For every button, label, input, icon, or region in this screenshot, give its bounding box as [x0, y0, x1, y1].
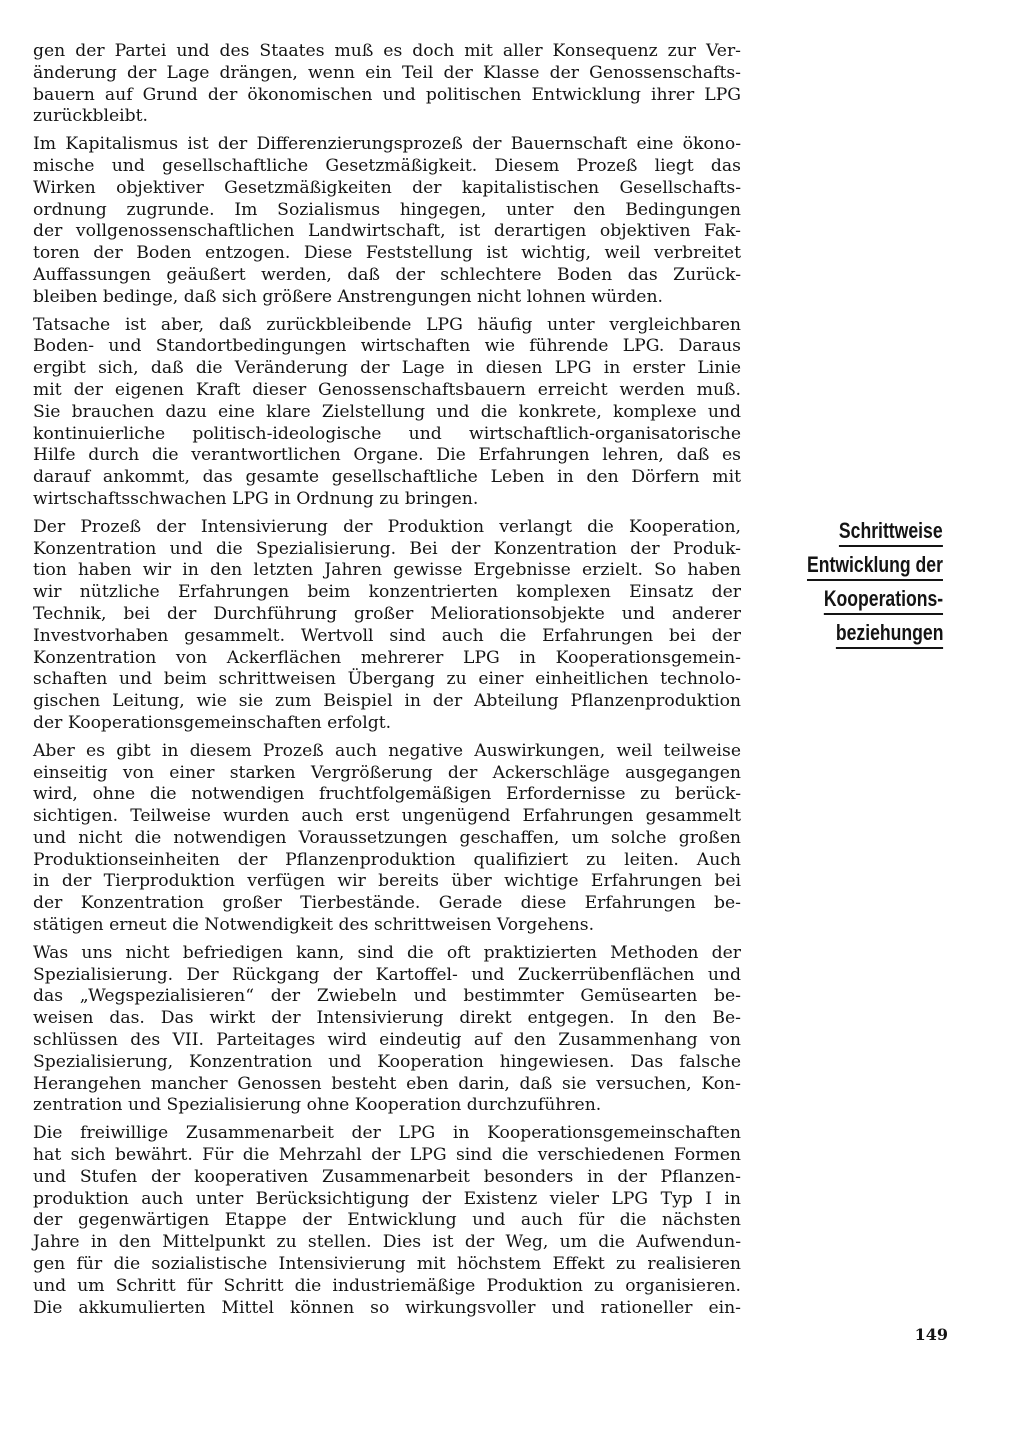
- margin-heading: [766, 514, 943, 650]
- text-line: und um Schritt für Schritt die industriemäßige Produktion zu organisieren.: [33, 1275, 741, 1296]
- text-line: ordnung zugrunde. Im Sozialismus hingegen, unter den Bedingungen: [33, 199, 741, 220]
- text-line: Herangehen mancher Genossen besteht eben darin, daß sie versuchen, Kon-: [33, 1073, 741, 1094]
- text-line: wirtschaftsschwachen LPG in Ordnung zu bringen.: [33, 488, 479, 509]
- text-line: darauf ankommt, das gesamte gesellschaftliche Leben in den Dörfern mit: [33, 467, 741, 488]
- margin-heading-text: beziehungen: [835, 619, 943, 649]
- margin-heading-line: [766, 616, 943, 650]
- page-number: 149: [914, 1325, 948, 1344]
- text-line: der gegenwärtigen Etappe der Entwicklung und auch für die nächsten: [33, 1210, 741, 1231]
- paragraph: [33, 517, 741, 735]
- text-line: Die freiwillige Zusammenarbeit der LPG in Kooperationsgemeinschaften: [33, 1123, 741, 1144]
- margin-heading-line: [766, 548, 943, 582]
- paragraph: [33, 1123, 741, 1319]
- text-line: Investvorhaben gesammelt. Wertvoll sind auch die Erfahrungen bei der: [33, 625, 741, 646]
- text-line: bauern auf Grund der ökonomischen und politischen Entwicklung ihrer LPG: [33, 84, 741, 105]
- text-line: weisen das. Das wirkt der Intensivierung direkt entgegen. In den Be-: [33, 1008, 741, 1029]
- text-line: gen für die sozialistische Intensivierung mit höchstem Effekt zu realisieren: [33, 1254, 741, 1275]
- text-line: zurückbleibt.: [33, 106, 148, 127]
- text-line: Aber es gibt in diesem Prozeß auch negative Auswirkungen, weil teilweise: [33, 740, 741, 761]
- paragraph: [33, 741, 741, 937]
- text-line: Produktionseinheiten der Pflanzenproduktion qualifiziert zu leiten. Auch: [33, 849, 741, 870]
- text-line: in der Tierproduktion verfügen wir bereits über wichtige Erfahrungen bei: [33, 871, 741, 892]
- text-line: ergibt sich, daß die Veränderung der Lage in diesen LPG in erster Linie: [33, 358, 741, 379]
- text-line: Boden- und Standortbedingungen wirtschaften wie führende LPG. Daraus: [33, 336, 741, 357]
- text-line: mische und gesellschaftliche Gesetzmäßigkeit. Diesem Prozeß liegt das: [33, 155, 741, 176]
- text-line: Konzentration von Ackerflächen mehrerer LPG in Kooperationsgemein-: [33, 647, 741, 668]
- margin-heading-text: Kooperations-: [824, 585, 943, 615]
- margin-heading-line: [766, 582, 943, 616]
- paragraph: [33, 943, 741, 1117]
- text-line: produktion auch unter Berücksichtigung der Existenz vieler LPG Typ I in: [33, 1188, 741, 1209]
- text-line: toren der Boden entzogen. Diese Feststellung ist wichtig, weil verbreitet: [33, 243, 741, 264]
- text-line: Sie brauchen dazu eine klare Zielstellung und die konkrete, komplexe und: [33, 401, 741, 422]
- text-line: der Kooperationsgemeinschaften erfolgt.: [33, 712, 392, 733]
- paragraph: [33, 41, 741, 128]
- text-line: gen der Partei und des Staates muß es doch mit aller Konsequenz zur Ver-: [33, 41, 741, 61]
- text-line: sichtigen. Teilweise wurden auch erst ungenügend Erfahrungen gesammelt: [33, 806, 741, 827]
- text-line: zentration und Spezialisierung ohne Kooperation durchzuführen.: [33, 1095, 602, 1116]
- text-line: und nicht die notwendigen Voraussetzungen geschaffen, um solche großen: [33, 827, 741, 848]
- text-line: stätigen erneut die Notwendigkeit des schrittweisen Vorgehens.: [33, 915, 595, 936]
- text-line: kontinuierliche politisch-ideologische und wirtschaftlich-organisatorische: [33, 423, 741, 444]
- text-line: schaften und beim schrittweisen Übergang zu einer einheitlichen technolo-: [33, 669, 741, 690]
- text-line: mit der eigenen Kraft dieser Genossenschaftsbauern erreicht werden muß.: [33, 379, 741, 400]
- margin-heading-text: Entwicklung der: [807, 551, 943, 581]
- text-line: wir nützliche Erfahrungen beim konzentrierten komplexen Einsatz der: [33, 582, 741, 603]
- text-line: das „Wegspezialisieren“ der Zwiebeln und bestimmter Gemüsearten be-: [33, 986, 741, 1007]
- text-line: Der Prozeß der Intensivierung der Produktion verlangt die Kooperation,: [33, 516, 741, 537]
- text-line: gischen Leitung, wie sie zum Beispiel in der Abteilung Pflanzenproduktion: [33, 691, 741, 712]
- paragraph: [33, 134, 741, 308]
- text-line: Hilfe durch die verantwortlichen Organe. Die Erfahrungen lehren, daß es: [33, 445, 741, 466]
- text-line: Technik, bei der Durchführung großer Meliorationsobjekte und anderer: [33, 603, 741, 624]
- text-line: änderung der Lage drängen, wenn ein Teil der Klasse der Genossenschafts-: [33, 62, 741, 83]
- text-line: Spezialisierung. Der Rückgang der Kartoffel- und Zuckerrübenflächen und: [33, 964, 741, 985]
- text-line: Konzentration und die Spezialisierung. Bei der Konzentration der Produk-: [33, 538, 741, 559]
- text-line: Im Kapitalismus ist der Differenzierungsprozeß der Bauernschaft eine ökono-: [33, 134, 741, 155]
- margin-heading-text: Schrittweise: [839, 517, 943, 547]
- text-line: der vollgenossenschaftlichen Landwirtschaft, ist derartigen objektiven Fak-: [33, 221, 741, 242]
- margin-heading-line: [766, 514, 943, 548]
- text-line: Wirken objektiver Gesetzmäßigkeiten der kapitalistischen Gesellschafts-: [33, 177, 741, 198]
- text-line: Spezialisierung, Konzentration und Kooperation hingewiesen. Das falsche: [33, 1051, 741, 1072]
- text-line: Auffassungen geäußert werden, daß der schlechtere Boden das Zurück-: [33, 264, 741, 285]
- text-line: wird, ohne die notwendigen fruchtfolgemäßigen Erfordernisse zu berück-: [33, 784, 741, 805]
- body-text: [33, 41, 741, 1325]
- text-line: tion haben wir in den letzten Jahren gewisse Ergebnisse erzielt. So haben: [33, 560, 741, 581]
- text-line: bleiben bedinge, daß sich größere Anstrengungen nicht lohnen würden.: [33, 286, 663, 307]
- text-line: Was uns nicht befriedigen kann, sind die oft praktizierten Methoden der: [33, 942, 741, 963]
- text-line: der Konzentration großer Tierbestände. Gerade diese Erfahrungen be-: [33, 893, 741, 914]
- text-line: hat sich bewährt. Für die Mehrzahl der LPG sind die verschiedenen Formen: [33, 1145, 741, 1166]
- text-line: Tatsache ist aber, daß zurückbleibende LPG häufig unter vergleichbaren: [33, 314, 741, 335]
- text-line: Jahre in den Mittelpunkt zu stellen. Dies ist der Weg, um die Aufwendun-: [33, 1232, 741, 1253]
- text-line: einseitig von einer starken Vergrößerung der Ackerschläge ausgegangen: [33, 762, 741, 783]
- paragraph: [33, 315, 741, 511]
- text-line: Die akkumulierten Mittel können so wirkungsvoller und rationeller ein-: [33, 1297, 741, 1318]
- text-line: und Stufen der kooperativen Zusammenarbeit besonders in der Pflanzen-: [33, 1166, 741, 1187]
- text-line: schlüssen des VII. Parteitages wird eindeutig auf den Zusammenhang von: [33, 1030, 741, 1051]
